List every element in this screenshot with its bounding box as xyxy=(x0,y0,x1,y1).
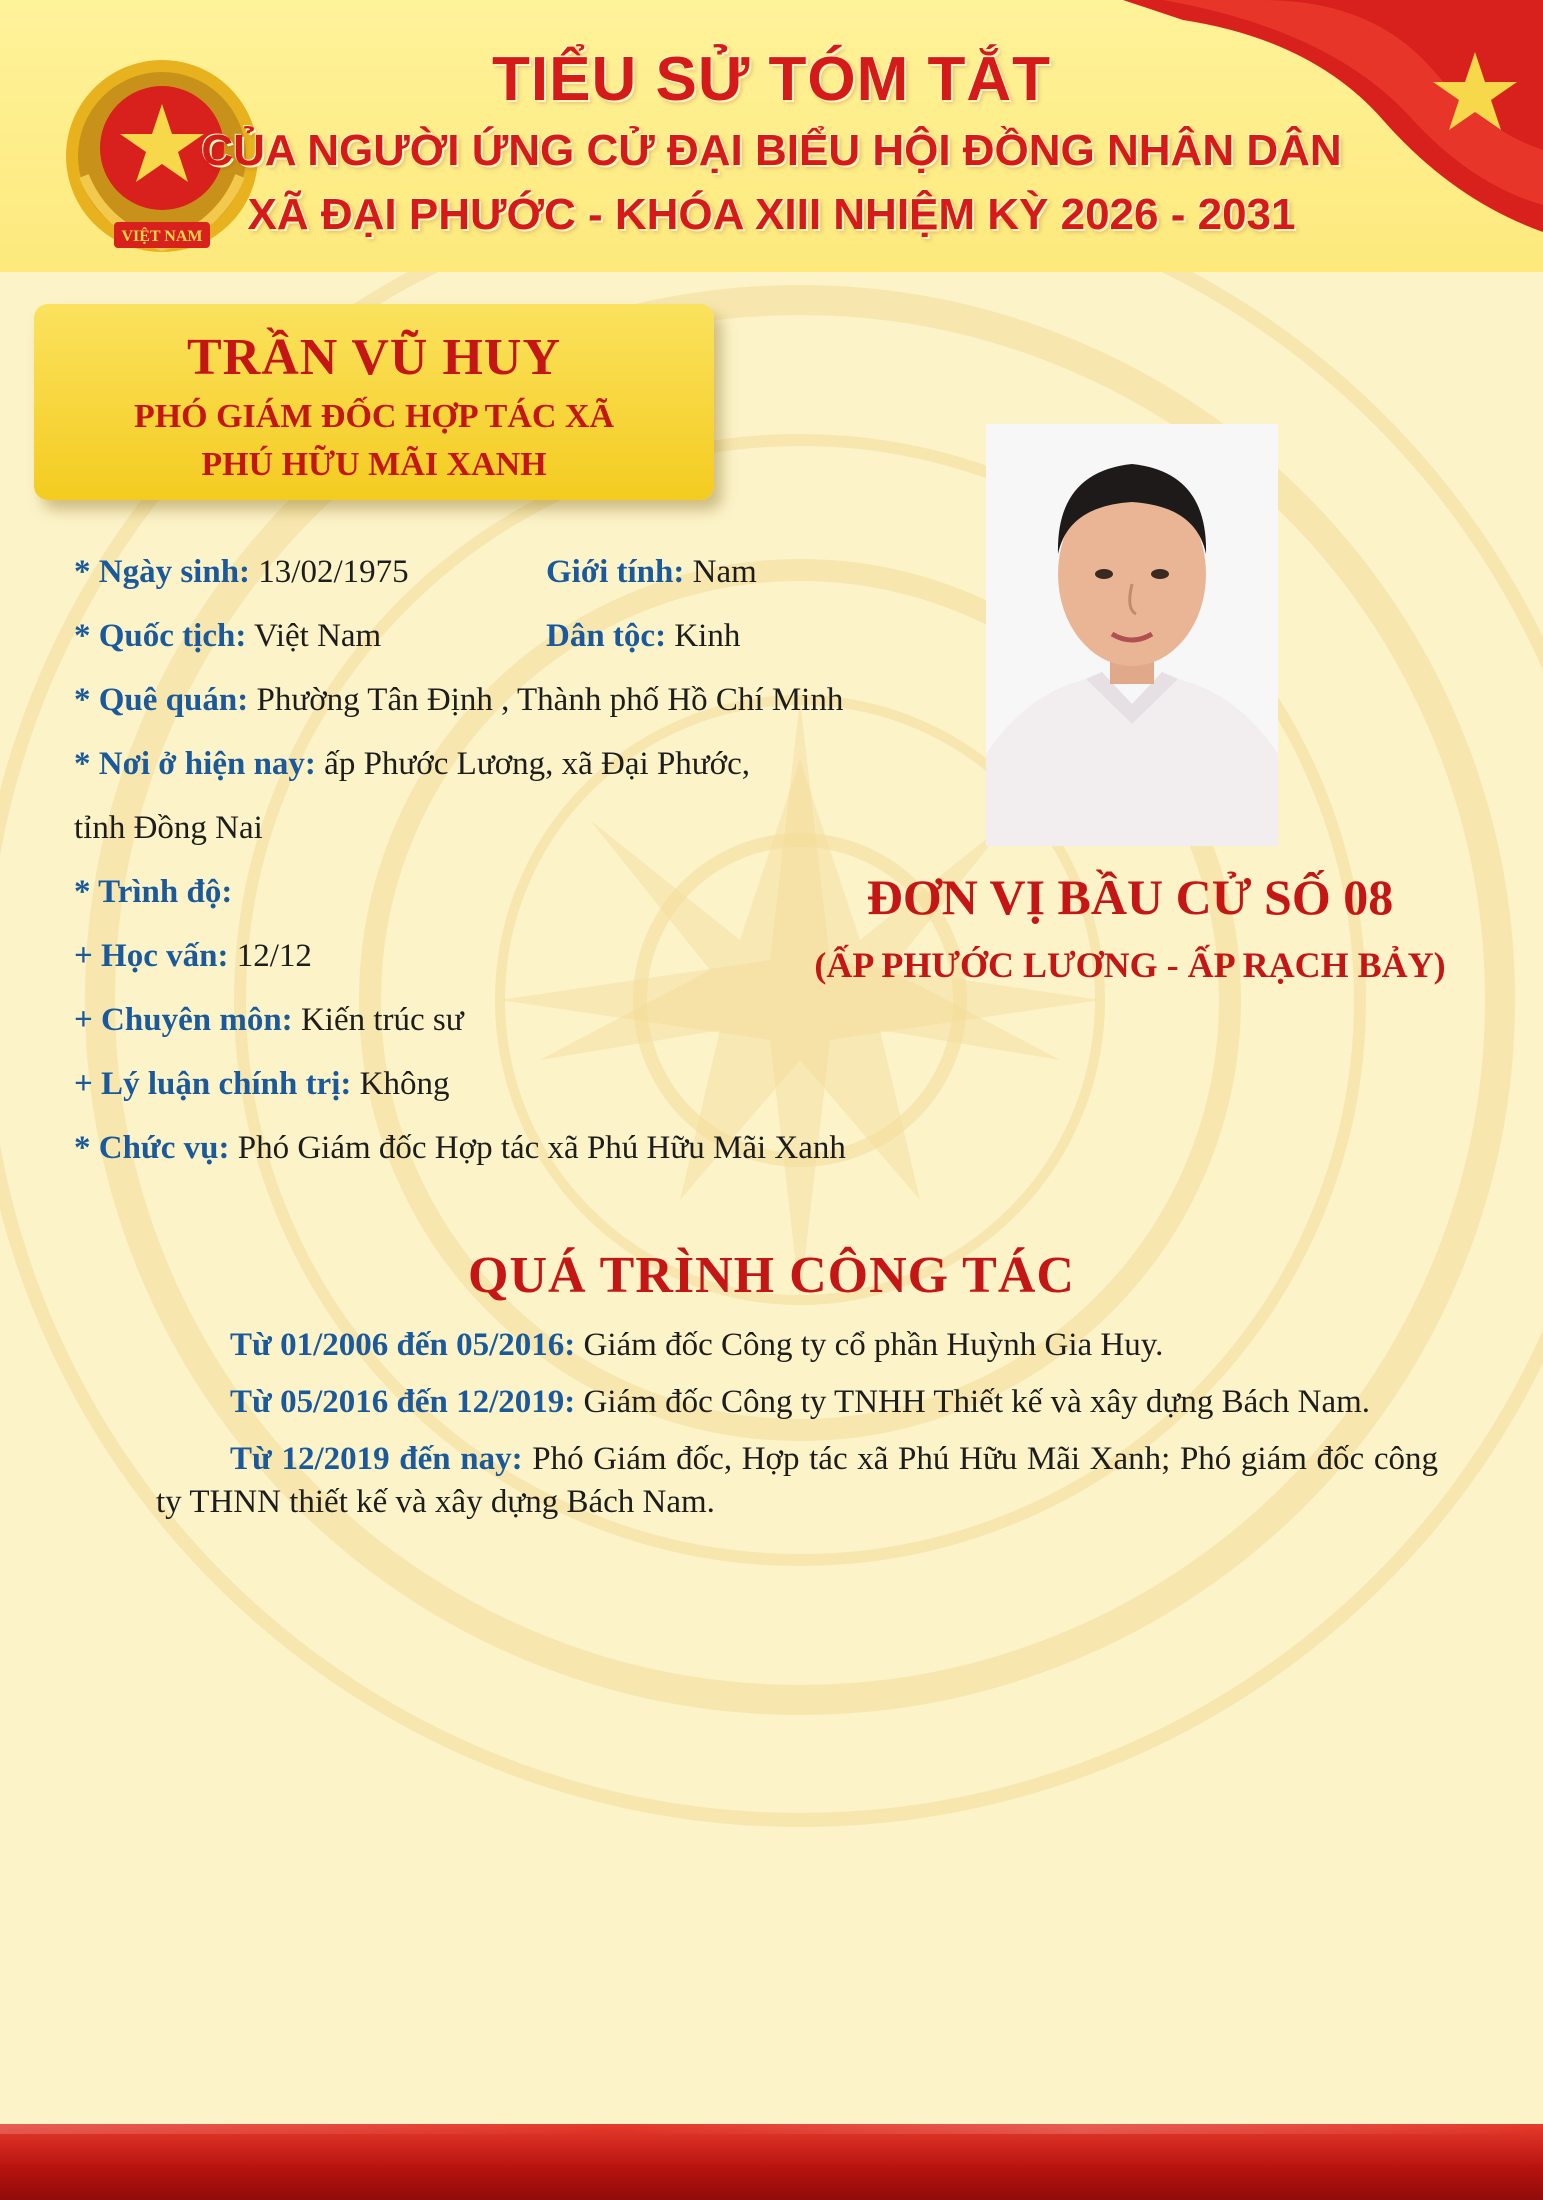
residence-value: ấp Phước Lương, xã Đại Phước, xyxy=(315,746,751,782)
job-title-value: Phó Giám đốc Hợp tác xã Phú Hữu Mãi Xanh xyxy=(229,1130,846,1166)
ethnicity-label: Dân tộc: xyxy=(546,618,667,654)
work-history-entry xyxy=(156,1438,1438,1524)
electoral-unit-areas: (ẤP PHƯỚC LƯƠNG - ẤP RẠCH BẢY) xyxy=(814,945,1446,985)
info-nationality-row xyxy=(74,618,381,655)
work-description: Giám đốc Công ty cổ phần Huỳnh Gia Huy. xyxy=(575,1327,1164,1363)
work-history-list xyxy=(156,1324,1438,1538)
candidate-portrait-photo xyxy=(986,424,1278,846)
hometown-label: * Quê quán: xyxy=(74,682,249,718)
footer-band xyxy=(0,2124,1543,2200)
info-residence-row-continued xyxy=(74,810,263,847)
header-banner xyxy=(0,0,1543,272)
candidate-position-line1: PHÓ GIÁM ĐỐC HỢP TÁC XÃ xyxy=(133,398,615,435)
document-subtitle-line2: XÃ ĐẠI PHƯỚC - KHÓA XIII NHIỆM KỲ 2026 - 2031 xyxy=(247,190,1296,239)
document-title: TIỂU SỬ TÓM TẮT xyxy=(492,45,1051,114)
general-education-value: 12/12 xyxy=(228,938,312,974)
dob-label: * Ngày sinh: xyxy=(74,554,251,590)
info-job-title-row xyxy=(74,1130,846,1167)
svg-text:VIỆT NAM: VIỆT NAM xyxy=(121,228,203,245)
education-label: * Trình độ: xyxy=(74,874,233,910)
info-hometown-row xyxy=(74,682,843,719)
candidate-name: TRẦN VŨ HUY xyxy=(186,329,562,386)
work-period: Từ 12/2019 đến nay: xyxy=(230,1441,523,1477)
residence-value-line2: tỉnh Đồng Nai xyxy=(74,810,263,846)
gender-label: Giới tính: xyxy=(546,554,685,590)
general-education-label: + Học vấn: xyxy=(74,938,229,974)
work-description: Phó Giám đốc, Hợp tác xã Phú Hữu Mãi Xanh; Phó giám đốc công ty THNN thiết kế và xây dựng Bách Nam. xyxy=(156,1441,1438,1520)
work-period: Từ 05/2016 đến 12/2019: xyxy=(230,1384,576,1420)
info-dob-row xyxy=(74,554,409,591)
info-residence-row xyxy=(74,746,750,783)
info-education-row xyxy=(74,874,232,911)
info-general-education-row xyxy=(74,938,312,975)
specialty-value: Kiến trúc sư xyxy=(292,1002,464,1038)
hometown-value: Phường Tân Định , Thành phố Hồ Chí Minh xyxy=(248,682,844,718)
nationality-value: Việt Nam xyxy=(246,618,382,654)
political-theory-label: + Lý luận chính trị: xyxy=(74,1066,352,1102)
candidate-position-line2: PHÚ HỮU MÃI XANH xyxy=(201,446,547,483)
work-history-entry xyxy=(156,1324,1438,1367)
gender-value: Nam xyxy=(684,554,757,590)
nationality-label: * Quốc tịch: xyxy=(74,618,247,654)
info-political-theory-row xyxy=(74,1066,449,1103)
candidate-name-box xyxy=(34,304,714,500)
political-theory-value: Không xyxy=(351,1066,450,1102)
specialty-label: + Chuyên môn: xyxy=(74,1002,293,1038)
work-history-title: QUÁ TRÌNH CÔNG TÁC xyxy=(468,1247,1075,1304)
dob-value: 13/02/1975 xyxy=(250,554,409,590)
info-specialty-row xyxy=(74,1002,464,1039)
job-title-label: * Chức vụ: xyxy=(74,1130,230,1166)
info-ethnicity-row xyxy=(546,618,740,655)
info-gender-row xyxy=(546,554,757,591)
work-history-entry xyxy=(156,1381,1438,1424)
ethnicity-value: Kinh xyxy=(666,618,741,654)
portrait-illustration xyxy=(986,424,1278,846)
electoral-unit-title: ĐƠN VỊ BẦU CỬ SỐ 08 xyxy=(866,869,1394,925)
work-description: Giám đốc Công ty TNHH Thiết kế và xây dựng Bách Nam. xyxy=(575,1384,1371,1420)
document-subtitle-line1: CỦA NGƯỜI ỨNG CỬ ĐẠI BIỂU HỘI ĐỒNG NHÂN DÂN xyxy=(201,126,1342,175)
residence-label: * Nơi ở hiện nay: xyxy=(74,746,316,782)
work-period: Từ 01/2006 đến 05/2016: xyxy=(230,1327,576,1363)
